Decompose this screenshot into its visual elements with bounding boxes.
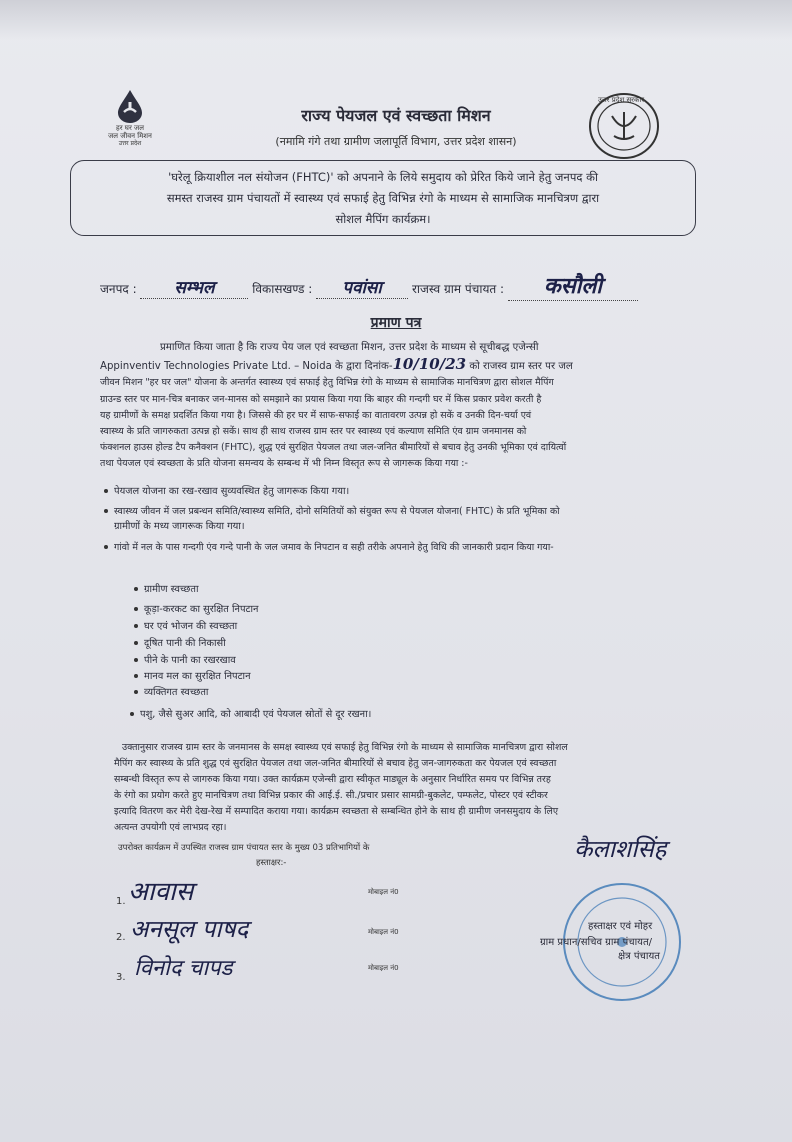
para2-line-2: मैपिंग कर स्वास्थ्य के प्रति शुद्ध एवं सुरक्षित पेयजल तथा जल-जनित बीमारियों से बचाव हेतु जन-जागरुकता कर पेयजल एवं स्वच्छता <box>114 758 557 769</box>
logo-line-1: हर घर जल <box>116 124 144 132</box>
para2-line-6: अत्यन्त उपयोगी एवं लाभप्रद रहा। <box>114 822 227 833</box>
seal-text: उत्तर प्रदेश सरकार <box>598 96 645 104</box>
page-title: राज्य पेयजल एवं स्वच्छता मिशन <box>301 106 491 125</box>
list-item: कूड़ा-करकट का सुरक्षित निपटान <box>134 602 258 615</box>
para1-line-7: फंक्शनल हाउस होल्ड टैप कनैक्शन (FHTC), शुद्ध एवं सुरक्षित पेयजल तथा जल-जनित बीमारियों से बचाव हेतु उनकी भूमिका एवं दायित्वों <box>100 442 567 454</box>
block-label: विकासखण्ड : <box>252 282 313 296</box>
logo-line-2: जल जीवन मिशन <box>108 132 152 140</box>
program-date: 10/10/23 <box>392 355 467 374</box>
bullet-dot <box>104 545 108 549</box>
mobile-label: मोबाइल नं0 <box>368 928 399 936</box>
bullet-dot <box>104 509 108 513</box>
participant-signature-2: अनसूल पाषद <box>130 915 249 943</box>
mobile-label: मोबाइल नं0 <box>368 964 399 972</box>
participants-caption-2: हस्ताक्षर:- <box>256 858 287 868</box>
bullet-item-2: स्वास्थ्य जीवन में जल प्रबन्धन समिति/स्वास्थ्य समिति, दोनो समितियों को संयुक्त रूप से पेयजल योजना( FHTC) के प्रति भूमिका को ग्रामीणों के मध्य जागरूक किया गया। <box>104 504 704 534</box>
participant-row-2: 2. अनसूल पाषद मोबाइल नं0 <box>116 912 416 952</box>
block-value: पवांसा <box>316 275 408 299</box>
participants-caption: उपरोक्त कार्यक्रम में उपस्थित राजस्व ग्राम पंचायत स्तर के मुख्य 03 प्रतिभागियों के <box>118 843 370 853</box>
para2-line-3: सम्बन्धी विस्तृत रूप से जागरुक किया गया। उक्त कार्यक्रम एजेन्सी द्वारा स्वीकृत माड्यूल के अनुसार निर्धारित समय पर विभिन्न तरह <box>114 774 551 785</box>
para1-line-4: ग्राउन्ड स्तर पर मान-चित्र बनाकर जन-मानस को समझाने का प्रयास किया गया कि बाहर की गन्दगी घर में किस प्रकार प्रवेश करती है <box>100 393 542 405</box>
para1-line-2 <box>100 356 698 375</box>
bullet-item-1: पेयजल योजना का रख-रखाव सुव्यवस्थित हेतु जागरूक किया गया। <box>104 484 704 499</box>
up-govt-seal <box>588 92 660 164</box>
para1-line-5: यह ग्रामीणों के समक्ष प्रदर्शित किया गया है। जिससे की हर घर में साफ-सफाई का वातावरण उत्पन्न हो सकें व उनकी दिन-चर्या एवं <box>100 409 532 421</box>
list-item: घर एवं भोजन की स्वच्छता <box>134 619 237 632</box>
para1-line-1: प्रमाणित किया जाता है कि राज्य पेय जल एवं स्वच्छता मिशन, उत्तर प्रदेश के माध्यम से सूचीबद्ध एजेन्सी <box>160 342 539 353</box>
participant-signature-3: विनोद चापड <box>134 956 233 981</box>
scan-shadow <box>0 0 792 40</box>
pradhan-signature: कैलाशसिंह <box>574 835 667 863</box>
para2-line-4: के रंगो का प्रयोग करते हुए मानचित्रण तथा विभिन्न प्रकार की आई.ई. सी./प्रचार प्रसार सामग्री-बुकलेट, पम्फलेट, पोस्टर एवं स्टीकर <box>114 790 548 801</box>
logo-line-3: उत्तर प्रदेश <box>118 140 142 147</box>
list-item: पशु, जैसे सुअर आदि, को आबादी एवं पेयजल स्रोतों से दूर रखना। <box>130 707 371 720</box>
district-value: सम्भल <box>140 275 248 299</box>
participant-row-3: 3. विनोद चापड मोबाइल नं0 <box>116 952 416 992</box>
list-item: ग्रामीण स्वच्छता <box>134 582 199 595</box>
list-item: पीने के पानी का रखरखाव <box>134 653 236 666</box>
program-banner <box>70 160 696 236</box>
para2-line-1: उक्तानुसार राजस्व ग्राम स्तर के जनमानस के समक्ष स्वास्थ्य एवं सफाई हेतु विभिन्न रंगो के माध्यम से सामाजिक मानचित्रण द्वारा सोशल <box>122 742 568 753</box>
certificate-paragraph-1 <box>100 340 698 473</box>
participant-signature-1: आवास <box>128 877 194 907</box>
sign-label-2: ग्राम प्रधान/सचिव ग्राम पंचायत/ <box>540 937 653 948</box>
district-label: जनपद : <box>100 282 137 296</box>
sign-label-1: हस्ताक्षर एवं मोहर <box>588 921 653 932</box>
para2-line-5: इत्यादि वितरण कर मेरी देख-रेख में सम्पादित कराया गया। कार्यक्रम स्वच्छता से सम्बन्धित होने के साथ ही ग्रामीण जनसमुदाय के लिए <box>114 806 559 817</box>
panchayat-value: कसौली <box>508 270 638 301</box>
bullet-item-3: गांवो में नल के पास गन्दगी एंव गन्दे पानी के जल जमाव के निपटान व सही तरीके अपनाने हेतु विधि की जानकारी प्रदान किया गया- <box>104 540 704 555</box>
page-subtitle: (नमामि गंगे तथा ग्रामीण जलापूर्ति विभाग, उत्तर प्रदेश शासन) <box>275 135 517 148</box>
certificate-paragraph-2 <box>114 740 710 836</box>
para1-line-3: जीवन मिशन "हर घर जल" योजना के अन्तर्गत स्वास्थ्य एवं सफाई हेतु विभिन्न रंगो के माध्यम से सामाजिक मानचित्रण द्वारा सोशल मैपिंग <box>100 377 554 389</box>
list-item: व्यक्तिगत स्वच्छता <box>134 685 208 698</box>
list-item: मानव मल का सुरक्षित निपटान <box>134 669 251 682</box>
sign-label-3: क्षेत्र पंचायत <box>618 951 660 962</box>
mobile-label: मोबाइल नं0 <box>368 888 399 896</box>
para1-line-6: स्वास्थ्य के प्रति जागरुकता उत्पन्न हो सकें। साथ ही साथ राजस्व ग्राम स्तर पर स्वास्थ्य एवं कल्याण समिति एंव ग्राम जनमानस को <box>100 426 527 438</box>
participant-row-1: 1. आवास मोबाइल नं0 <box>116 872 416 912</box>
location-fields <box>100 270 638 301</box>
panchayat-label: राजस्व ग्राम पंचायत : <box>411 282 505 296</box>
bullet-dot <box>104 489 108 493</box>
para1-line-2b: को राजस्व ग्राम स्तर पर जल <box>469 361 573 373</box>
para1-line-2a: Appinventiv Technologies Private Ltd. – Noida के द्वारा दिनांक- <box>100 361 393 373</box>
list-item: दूषित पानी की निकासी <box>134 636 226 649</box>
banner-line-1: 'घरेलू क्रियाशील नल संयोजन (FHTC)' को अपनाने के लिये समुदाय को प्रेरित किये जाने हेतु जनपद की <box>168 170 598 184</box>
banner-line-2: समस्त राजस्व ग्राम पंचायतों में स्वास्थ्य एवं सफाई हेतु विभिन्न रंगो के माध्यम से सामाजिक मानचित्रण द्वारा <box>166 191 600 205</box>
para1-line-8: तथा पेयजल एवं स्वच्छता के प्रति योजना समन्वय के सम्बन्ध में भी निम्न विस्तृत रूप से जागरूक किया गया :- <box>100 458 468 470</box>
certificate-heading: प्रमाण पत्र <box>370 315 422 331</box>
banner-line-3: सोशल मैपिंग कार्यक्रम। <box>335 212 431 226</box>
